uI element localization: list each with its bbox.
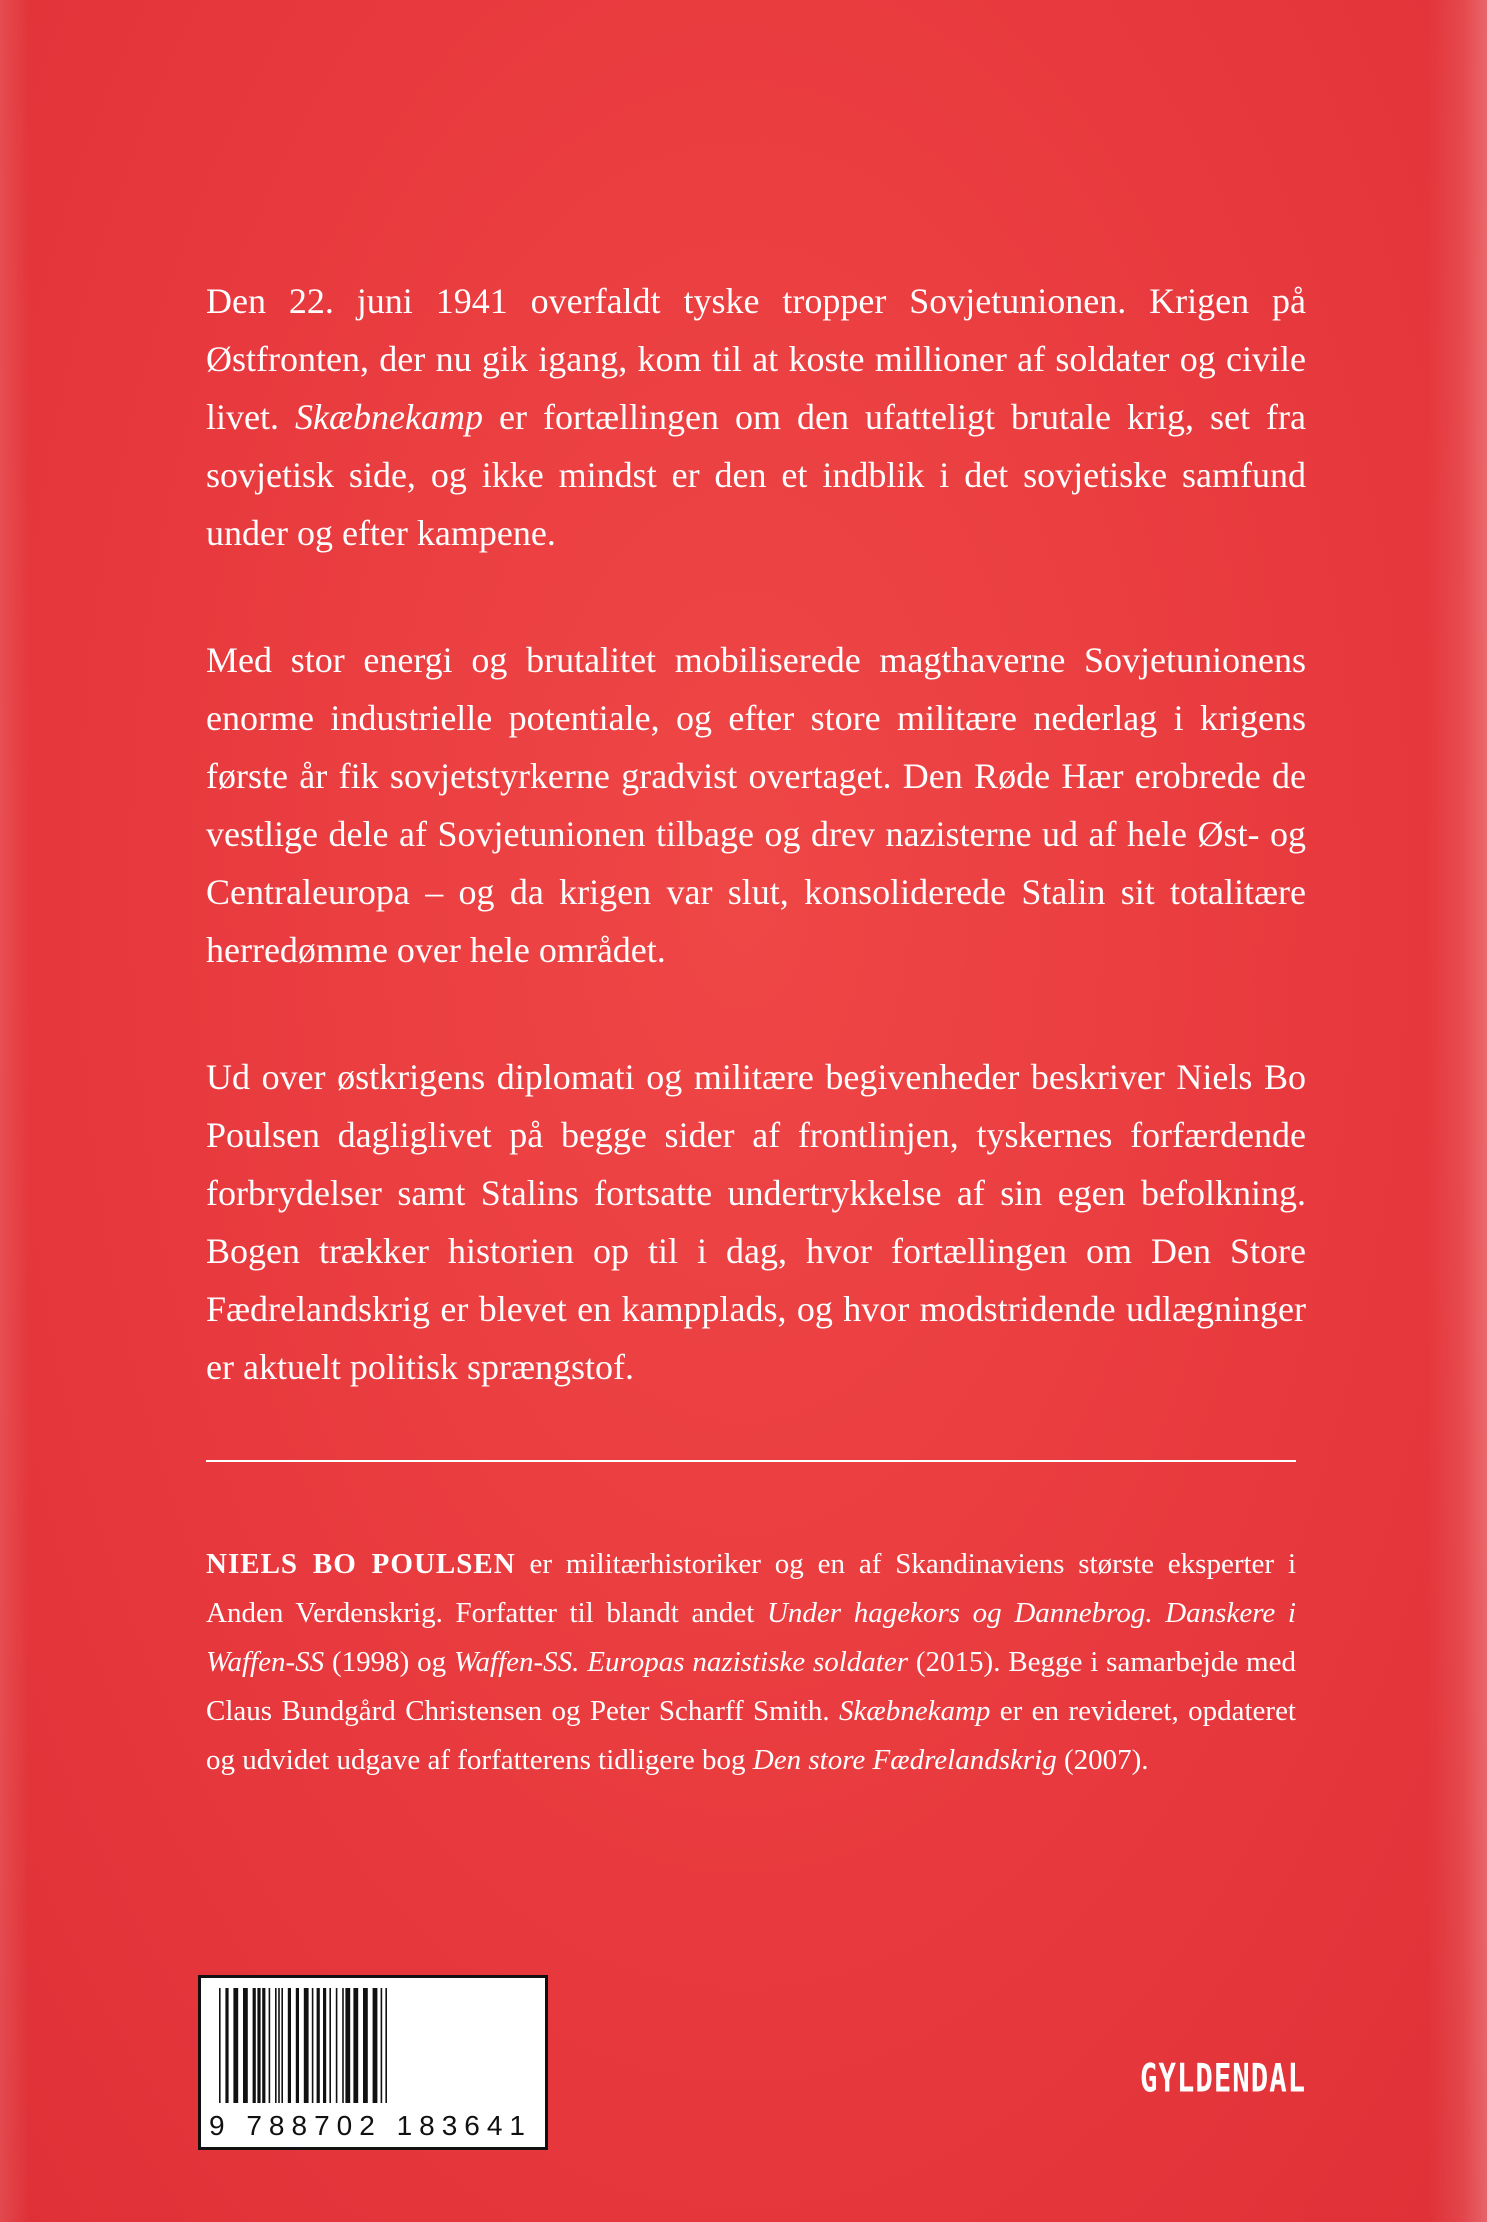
author-name: NIELS BO POULSEN — [206, 1548, 516, 1580]
barcode-bar — [336, 1988, 338, 2103]
barcode-bar — [257, 1988, 260, 2103]
barcode-bar — [381, 1988, 383, 2103]
cover-left-edge — [0, 0, 30, 2222]
barcode-bar — [385, 1988, 387, 2103]
barcode-bar — [275, 1988, 277, 2103]
text-run: (2007). — [1056, 1744, 1149, 1776]
text-run: er en revideret, opdateret og udvidet udgave af forfatterens tidligere bog — [206, 1695, 1296, 1776]
blurb-paragraph-1 — [206, 272, 1306, 562]
italic-title: Skæbnekamp — [838, 1695, 991, 1727]
barcode-bar — [243, 1988, 248, 2103]
barcode-bar — [323, 1988, 326, 2103]
barcode-bar — [304, 1988, 309, 2103]
barcode-bar — [225, 1988, 228, 2103]
divider-line — [206, 1460, 1296, 1462]
barcode-bar — [353, 1988, 358, 2103]
barcode-bar — [363, 1988, 368, 2103]
cover-right-edge — [1427, 0, 1487, 2222]
barcode-bar — [317, 1988, 320, 2103]
text-run: (1998) og — [324, 1646, 455, 1678]
barcode-bar — [262, 1988, 265, 2103]
publisher-logo: GYLDENDAL — [1140, 2055, 1307, 2101]
barcode-bar — [373, 1988, 378, 2103]
italic-title: Waffen-SS. Europas nazistiske soldater — [454, 1646, 909, 1678]
barcode-bar — [342, 1988, 344, 2103]
text-run: er fortællingen om den ufatteligt brutale krig, set fra sovjetisk side, og ikke mindst er den et indblik i det sovjetiske samfund under og efter kampene. — [206, 397, 1306, 553]
blurb-paragraph-3: Ud over østkrigens diplomati og militære begivenheder beskriver Niels Bo Poulsen dagliglivet på begge sider af frontlinjen, tyskernes forfærdende forbrydelser samt Stalins fortsatte undertrykkelse af sin egen befolkning. Bogen trækker historien op til i dag, hvor fortællingen om Den Store Fædrelandskrig er blevet en kampplads, og hvor modstridende udlægninger er aktuelt politisk sprængstof. — [206, 1057, 1306, 1387]
isbn-barcode — [198, 1975, 548, 2150]
italic-title: Under hagekors og Dannebrog. Danskere i Waffen-SS — [206, 1597, 1296, 1678]
blurb-paragraph-2: Med stor energi og brutalitet mobiliserede magthaverne Sovjetunionens enorme industrielle potentiale, og efter store militære nederlag i krigens første år fik sovjetstyrkerne gradvist overtaget. Den Røde Hær erobrede de vestlige dele af Sovjetunionen tilbage og drev nazisterne ud af hele Øst- og Centraleuropa – og da krigen var slut, konsoliderede Stalin sit totalitære herredømme over hele området. — [206, 640, 1306, 970]
italic-title: Skæbnekamp — [295, 397, 483, 437]
barcode-bar — [281, 1988, 283, 2103]
barcode-bar — [233, 1988, 238, 2103]
text-run: (2015). Begge i samarbejde med Claus Bundgård Christensen og Peter Scharff Smith. — [206, 1646, 1296, 1727]
text-run: Den 22. juni 1941 overfaldt tyske tropper Sovjetunionen. Krigen på Østfronten, der nu gik igang, kom til at koste millioner af soldater og civile livet. — [206, 281, 1306, 437]
barcode-bar — [278, 1988, 280, 2103]
blurb-text — [206, 272, 1306, 1465]
italic-title: Den store Fædrelandskrig — [752, 1744, 1057, 1776]
barcode-digits: 9 788702 183641 — [209, 2110, 532, 2141]
barcode-bars-icon — [215, 1988, 535, 2103]
barcode-bar — [345, 1988, 350, 2103]
barcode-bar — [329, 1988, 331, 2103]
barcode-bar — [312, 1988, 314, 2103]
barcode-bar — [269, 1988, 271, 2103]
barcode-bar — [296, 1988, 299, 2103]
barcode-bar — [253, 1988, 256, 2103]
text-run: er militærhistoriker og en af Skandinaviens største eksperter i Anden Verdenskrig. Forfatter til blandt andet — [206, 1548, 1296, 1629]
barcode-bar — [219, 1988, 221, 2103]
author-bio — [206, 1540, 1296, 1785]
barcode-bar — [288, 1988, 291, 2103]
